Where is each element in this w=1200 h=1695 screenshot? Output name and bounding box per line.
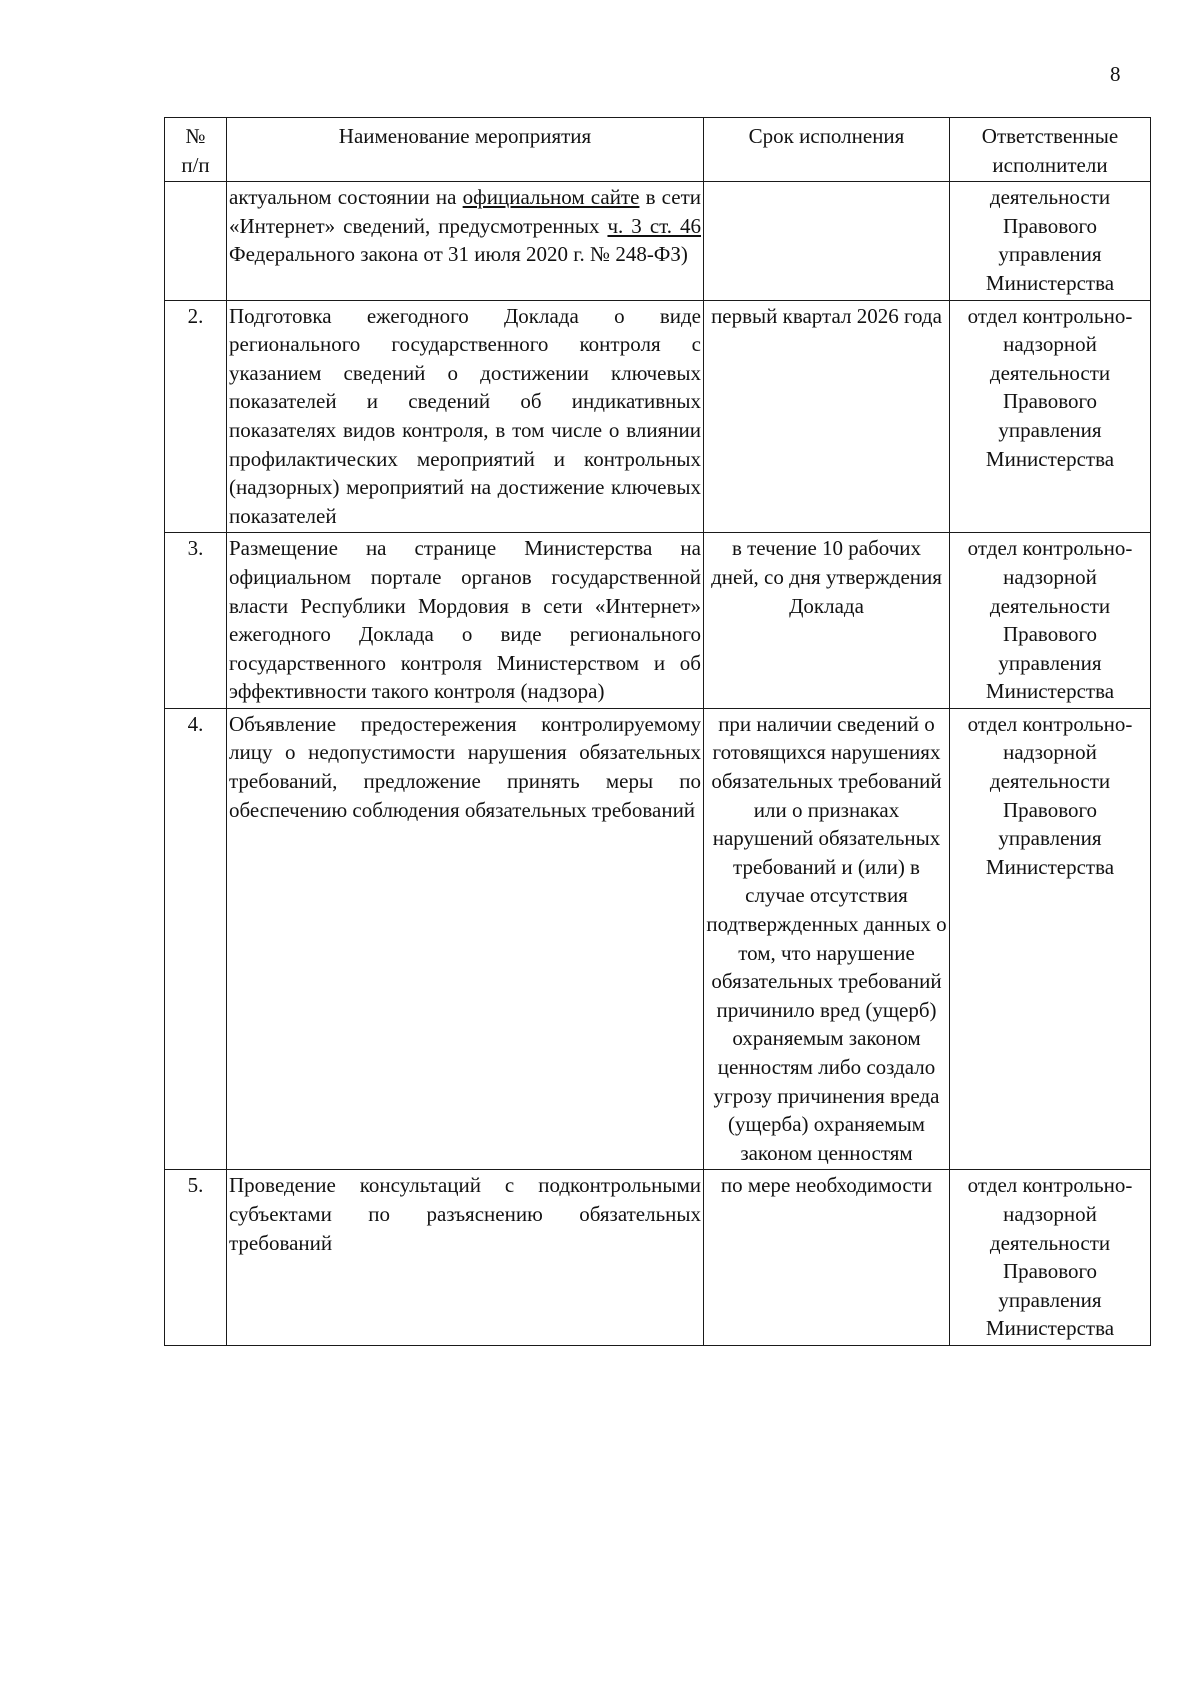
deadline [704, 182, 950, 300]
deadline: первый квартал 2026 года [704, 300, 950, 533]
header-number: № п/п [165, 118, 227, 182]
responsible: деятельности Правового управления Министерства [950, 182, 1151, 300]
table-row [165, 533, 1151, 709]
row-number: 5. [165, 1170, 227, 1346]
official-site-link[interactable]: официальном сайте [462, 185, 640, 210]
responsible: отдел контрольно-надзорной деятельности Правового управления Министерства [950, 300, 1151, 533]
header-responsible: Ответственные исполнители [950, 118, 1151, 182]
deadline: при наличии сведений о готовящихся нарушениях обязательных требований или о признаках нарушений обязательных требований и (или) в случае отсутствия подтвержденных данных о том, что нарушение обязательных требований причинило вред (ущерб) охраняемым законом ценностям либо создало угрозу причинения вреда (ущерба) охраняемым законом ценностям [704, 708, 950, 1170]
law-article-link[interactable]: ч. 3 ст. 46 [607, 213, 702, 238]
activity-name: Объявление предостережения контролируемому лицу о недопустимости нарушения обязательных требований, предложение принять меры по обеспечению соблюдения обязательных требований [227, 708, 704, 1170]
header-deadline: Срок исполнения [704, 118, 950, 182]
header-activity-name: Наименование мероприятия [227, 118, 704, 182]
activity-name: Размещение на странице Министерства на официальном портале органов государственной власти Республики Мордовия в сети «Интернет» ежегодного Доклада о виде регионального государственного контроля Министерством и об эффективности такого контроля (надзора) [227, 533, 704, 709]
activities-table [164, 117, 1151, 1346]
row-number [165, 182, 227, 300]
table-row [165, 708, 1151, 1170]
deadline: в течение 10 рабочих дней, со дня утверждения Доклада [704, 533, 950, 709]
activity-name: актуальном состоянии на официальном сайте в сети «Интернет» сведений, предусмотренных ч. 3 ст. 46 Федерального закона от 31 июля 2020 г. № 248-ФЗ) [227, 182, 704, 300]
row-number: 2. [165, 300, 227, 533]
page-number: 8 [1110, 62, 1121, 86]
activity-name: Подготовка ежегодного Доклада о виде регионального государственного контроля с указанием сведений о достижении ключевых показателей и сведений об индикативных показателях видов контроля, в том числе о влиянии профилактических мероприятий и контрольных (надзорных) мероприятий на достижение ключевых показателей [227, 300, 704, 533]
table-header-row [165, 118, 1151, 182]
row-number: 4. [165, 708, 227, 1170]
activity-name: Проведение консультаций с подконтрольными субъектами по разъяснению обязательных требований [227, 1170, 704, 1346]
responsible: отдел контрольно-надзорной деятельности Правового управления Министерства [950, 1170, 1151, 1346]
deadline: по мере необходимости [704, 1170, 950, 1346]
row-number: 3. [165, 533, 227, 709]
responsible: отдел контрольно-надзорной деятельности Правового управления Министерства [950, 533, 1151, 709]
table-row [165, 1170, 1151, 1346]
table-row-continuation [165, 182, 1151, 300]
responsible: отдел контрольно-надзорной деятельности Правового управления Министерства [950, 708, 1151, 1170]
table-row [165, 300, 1151, 533]
